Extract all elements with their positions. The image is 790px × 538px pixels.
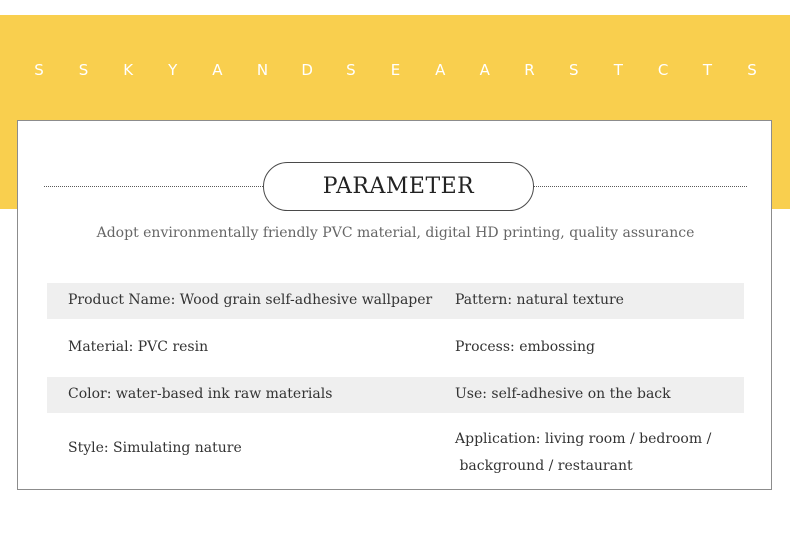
brand-letter: A <box>435 61 446 79</box>
brand-letter: T <box>702 61 713 79</box>
param-pattern: Pattern: natural texture <box>455 292 624 308</box>
section-title: PARAMETER <box>263 162 534 211</box>
param-use: Use: self-adhesive on the back <box>455 386 671 402</box>
param-application-line1: Application: living room / bedroom / <box>455 431 712 447</box>
brand-letter: N <box>256 61 269 79</box>
param-product-name: Product Name: Wood grain self-adhesive wallpaper <box>68 292 433 308</box>
brand-letter: S <box>568 61 579 79</box>
table-row <box>47 283 744 319</box>
table-row <box>47 330 744 366</box>
table-row <box>47 377 744 413</box>
parameter-card <box>17 120 772 490</box>
brand-letter: R <box>524 61 535 79</box>
brand-lettering <box>0 60 790 80</box>
dotted-divider-left <box>44 186 263 187</box>
param-application-line2: background / restaurant <box>455 458 633 474</box>
brand-letter: C <box>657 61 669 79</box>
brand-letter: D <box>301 61 313 79</box>
dotted-divider-right <box>534 186 747 187</box>
section-subtitle: Adopt environmentally friendly PVC material, digital HD printing, quality assurance <box>96 225 695 241</box>
table-row <box>47 424 744 474</box>
param-style: Style: Simulating nature <box>68 440 242 456</box>
brand-letter: K <box>123 61 134 79</box>
brand-letter: A <box>212 61 223 79</box>
brand-letter: S <box>747 61 757 79</box>
brand-letter: A <box>479 61 490 79</box>
brand-letter: S <box>34 61 44 79</box>
brand-letter: S <box>346 61 356 79</box>
param-color: Color: water-based ink raw materials <box>68 386 333 402</box>
param-process: Process: embossing <box>455 339 595 355</box>
param-application <box>455 426 744 480</box>
brand-letter: Y <box>168 61 178 79</box>
brand-letter: S <box>78 61 89 79</box>
parameter-table <box>47 283 744 485</box>
brand-letter: T <box>613 61 623 79</box>
param-material: Material: PVC resin <box>68 339 209 355</box>
brand-letter: E <box>390 61 401 79</box>
